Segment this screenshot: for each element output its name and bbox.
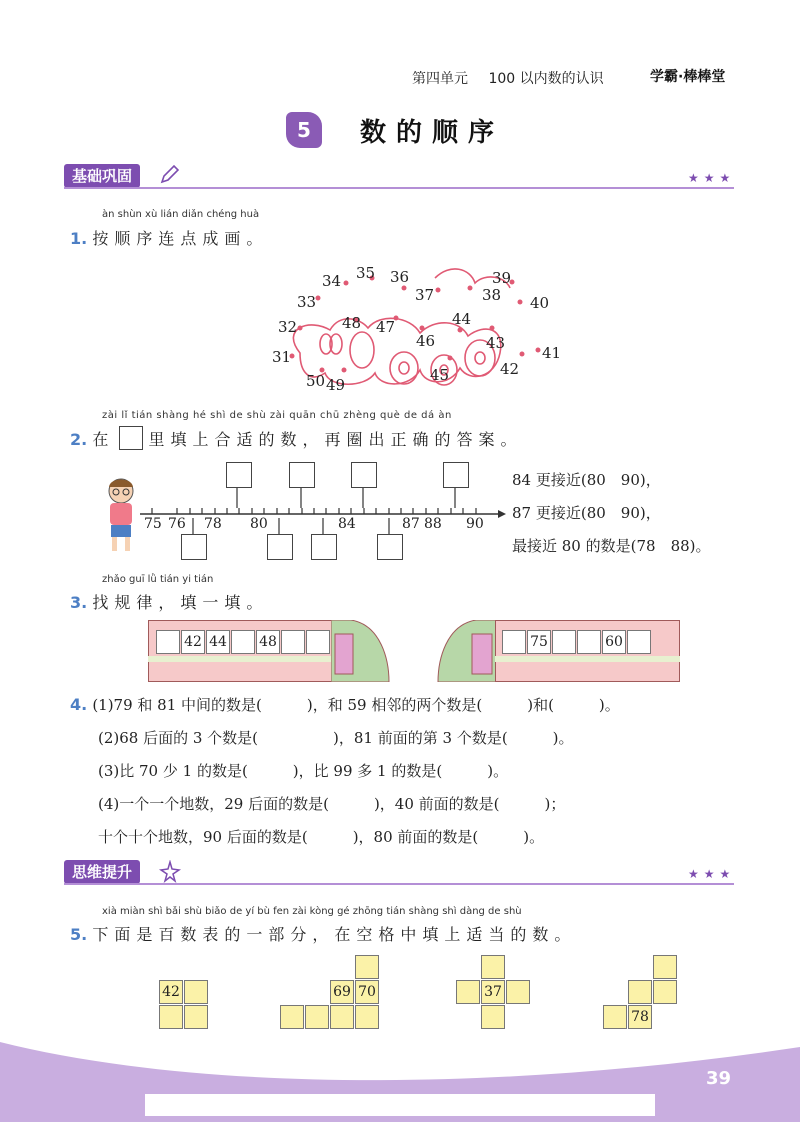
number-line-box-bottom-1[interactable]	[181, 534, 207, 560]
dot-label-41: 41	[542, 344, 562, 362]
tick-label-84: 84	[338, 516, 356, 532]
grid2-cell-blank[interactable]	[280, 1005, 304, 1029]
number-line-box-bottom-3[interactable]	[311, 534, 337, 560]
grid1-cell-blank[interactable]	[159, 1005, 183, 1029]
brand-logo: 学霸·棒棒堂	[650, 69, 726, 85]
q4-text-4[interactable]: (4)一个一个地数，29 后面的数是( )，40 前面的数是( )；	[98, 795, 566, 813]
q2-number: 2.	[70, 430, 88, 449]
topic-label: 100 以内数的认识	[488, 71, 604, 87]
section-basic-label	[64, 164, 140, 188]
q3-instruction: 找规律，填一填。	[92, 593, 269, 612]
dot-label-50: 50	[306, 372, 326, 390]
q1-instruction: 按顺序连点成画。	[92, 229, 269, 248]
train-right	[436, 620, 681, 682]
section-divider-2	[64, 883, 734, 885]
train-left-cell-4[interactable]	[231, 630, 255, 654]
unit-label: 第四单元	[412, 71, 468, 87]
grid4-cell-78: 78	[628, 1005, 652, 1029]
pencil-icon	[158, 164, 180, 186]
q5-pinyin: xià miàn shì bǎi shù biǎo de yí bù fen zài kòng gé zhōng tián shàng shì dàng de shù	[102, 906, 522, 917]
sparkle-icon	[158, 860, 182, 884]
q4-line-1	[70, 694, 620, 715]
train-right-nose	[436, 620, 496, 682]
dot-label-38: 38	[482, 286, 502, 304]
train-left-cell-2: 42	[181, 630, 205, 654]
number-line-box-bottom-4[interactable]	[377, 534, 403, 560]
train-right-cell-4[interactable]	[577, 630, 601, 654]
q4-text-3[interactable]: (3)比 70 少 1 的数是( )，比 99 多 1 的数是( )。	[98, 762, 509, 780]
grid4-cell-blank[interactable]	[603, 1005, 627, 1029]
dot-label-31: 31	[272, 348, 292, 366]
q5-text	[70, 922, 576, 945]
train-left	[148, 620, 408, 682]
q1-number: 1.	[70, 229, 88, 248]
grid1-cell-blank[interactable]	[184, 1005, 208, 1029]
grid4-cell-blank[interactable]	[653, 980, 677, 1004]
dot-label-40: 40	[530, 294, 550, 312]
grid3-cell-37: 37	[481, 980, 505, 1004]
q1-text	[70, 226, 268, 249]
grid2-cell-69: 69	[330, 980, 354, 1004]
train-right-cell-1[interactable]	[502, 630, 526, 654]
train-right-stripe	[495, 656, 680, 662]
number-line-box-top-3[interactable]	[351, 462, 377, 488]
page-number: 39	[706, 1068, 732, 1089]
lesson-title: 数的顺序	[360, 118, 505, 148]
section-advanced-label	[64, 860, 140, 884]
grid3-cell-blank[interactable]	[481, 955, 505, 979]
tick-label-76: 76	[168, 516, 186, 532]
dot-label-37: 37	[415, 286, 435, 304]
tick-label-80: 80	[250, 516, 268, 532]
q3-number: 3.	[70, 593, 88, 612]
q2-text	[70, 426, 590, 450]
section-divider	[64, 187, 734, 189]
dot-45	[448, 356, 453, 361]
dot-label-43: 43	[486, 334, 506, 352]
q5-instruction: 下面是百数表的一部分，在空格中填上适当的数。	[92, 925, 577, 944]
train-left-cell-1[interactable]	[156, 630, 180, 654]
dot-label-34: 34	[322, 272, 342, 290]
tick-label-88: 88	[424, 516, 442, 532]
train-left-cell-3: 44	[206, 630, 230, 654]
dot-label-36: 36	[390, 268, 410, 286]
q4-number: 4.	[70, 695, 88, 714]
q3-text	[70, 590, 268, 613]
train-left-cell-5: 48	[256, 630, 280, 654]
difficulty-stars: ★★★	[688, 171, 736, 185]
connect-dots-figure	[270, 258, 580, 398]
grid2-cell-70: 70	[355, 980, 379, 1004]
footer-wave	[0, 1032, 800, 1122]
dot-label-44: 44	[452, 310, 472, 328]
dot-label-49: 49	[326, 376, 346, 394]
dot-44	[458, 328, 463, 333]
dot-label-39: 39	[492, 269, 512, 287]
tick-label-75: 75	[144, 516, 162, 532]
q4-text-2[interactable]: (2)68 后面的 3 个数是( )，81 前面的第 3 个数是( )。	[98, 729, 574, 747]
grid3-cell-blank[interactable]	[456, 980, 480, 1004]
grid2-cell-blank[interactable]	[355, 1005, 379, 1029]
dot-label-45: 45	[430, 366, 450, 384]
dot-label-48: 48	[342, 314, 362, 332]
q4-text-5[interactable]: 十个十个地数，90 后面的数是( )，80 前面的数是( )。	[98, 828, 545, 846]
dot-label-46: 46	[416, 332, 436, 350]
running-header	[412, 68, 726, 88]
dot-43	[490, 326, 495, 331]
number-line	[140, 460, 510, 560]
dot-33	[316, 296, 321, 301]
dot-36	[402, 286, 407, 291]
dot-49	[342, 368, 347, 373]
number-line-box-top-2[interactable]	[289, 462, 315, 488]
dot-34	[344, 281, 349, 286]
grid1-cell-blank[interactable]	[184, 980, 208, 1004]
hundred-chart-part-4	[603, 955, 678, 1030]
difficulty-stars-2: ★★★	[688, 867, 736, 881]
dot-label-33: 33	[297, 293, 317, 311]
train-left-stripe	[148, 656, 332, 662]
dot-46	[420, 326, 425, 331]
dot-label-32: 32	[278, 318, 298, 336]
lesson-number-badge: 5	[286, 112, 322, 148]
grid2-cell-blank[interactable]	[305, 1005, 329, 1029]
dot-label-47: 47	[376, 318, 396, 336]
grid4-cell-blank[interactable]	[628, 980, 652, 1004]
q1-pinyin: àn shùn xù lián diǎn chéng huà	[102, 209, 260, 220]
q2-text-b: 里填上合适的数，再圈出正确的答案。	[148, 430, 523, 449]
train-left-cell-7[interactable]	[306, 630, 330, 654]
number-line-box-bottom-2[interactable]	[267, 534, 293, 560]
train-right-cell-5: 60	[602, 630, 626, 654]
dot-32	[298, 326, 303, 331]
dot-37	[436, 288, 441, 293]
q2-box-symbol	[119, 426, 143, 450]
hundred-chart-part-2	[280, 955, 380, 1030]
q5-number: 5.	[70, 925, 88, 944]
q2-answer-3[interactable]: 最接近 80 的数是(78 88)。	[512, 537, 711, 555]
grid4-cell-blank[interactable]	[653, 955, 677, 979]
q2-pinyin: zài lǐ tián shàng hé shì de shù zài quān chū zhèng què de dá àn	[102, 410, 452, 421]
boy-illustration	[100, 475, 142, 555]
section-advanced-text: 思维提升	[72, 863, 133, 881]
q2-answer-1[interactable]: 84 更接近(80 90)，	[512, 471, 661, 489]
number-line-box-top-1[interactable]	[226, 462, 252, 488]
q4-text-1[interactable]: (1)79 和 81 中间的数是( )，和 59 相邻的两个数是( )和( )。	[92, 696, 620, 714]
tick-label-90: 90	[466, 516, 484, 532]
train-left-cell-6[interactable]	[281, 630, 305, 654]
dot-42	[520, 352, 525, 357]
train-right-cell-3[interactable]	[552, 630, 576, 654]
tick-label-78: 78	[204, 516, 222, 532]
dot-41	[536, 348, 541, 353]
section-basic-text: 基础巩固	[72, 167, 133, 185]
grid2-cell-blank[interactable]	[355, 955, 379, 979]
train-right-cell-6[interactable]	[627, 630, 651, 654]
tick-label-87: 87	[402, 516, 420, 532]
dot-38	[468, 286, 473, 291]
train-left-nose	[331, 620, 391, 682]
number-line-box-top-4[interactable]	[443, 462, 469, 488]
grid2-cell-blank[interactable]	[330, 1005, 354, 1029]
grid3-cell-blank[interactable]	[506, 980, 530, 1004]
dot-label-42: 42	[500, 360, 520, 378]
q2-text-a: 在	[92, 430, 115, 449]
grid1-cell-42: 42	[159, 980, 183, 1004]
train-right-cell-2: 75	[527, 630, 551, 654]
grid3-cell-blank[interactable]	[481, 1005, 505, 1029]
hundred-chart-part-1	[159, 980, 209, 1030]
q2-answer-2[interactable]: 87 更接近(80 90)，	[512, 504, 661, 522]
dot-label-35: 35	[356, 264, 376, 282]
dot-40	[518, 300, 523, 305]
hundred-chart-part-3	[456, 955, 531, 1030]
q3-pinyin: zhǎo guī lǜ tián yi tián	[102, 574, 214, 585]
